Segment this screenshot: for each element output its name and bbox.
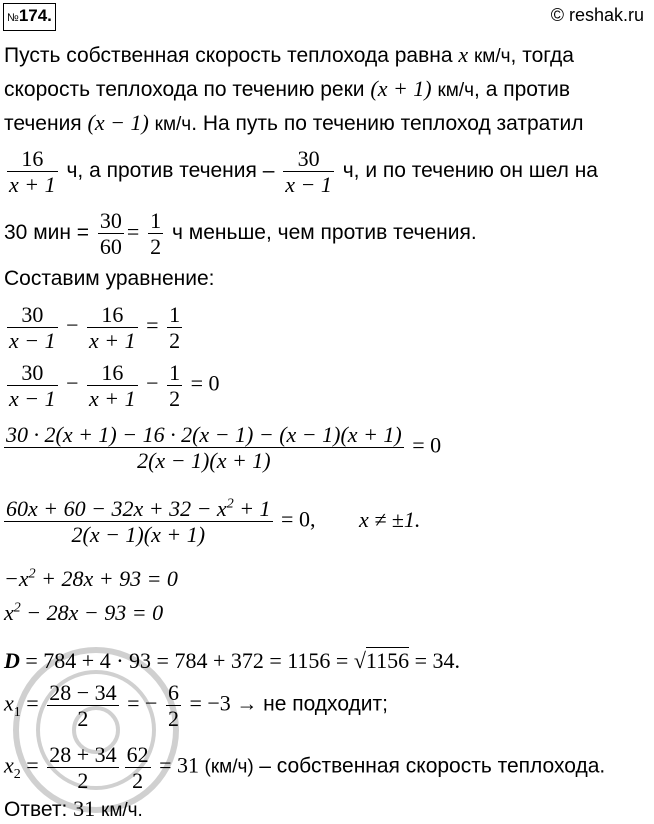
text-line-1: Пусть собственная скорость теплохода равна x км/ч, тогда (4, 42, 574, 67)
root-x2: $x_2$ = $\frac{28 + 34}{2}$ $\frac{62}{2}$ = 31 (км/ч) – собственная скорость теплохода. (4, 742, 606, 793)
watermark-seal-icon (6, 640, 186, 820)
quadratic-1: $-x^2 + 28x + 93 = 0$ (4, 566, 178, 591)
quadratic-2: $x^2 - 28x - 93 = 0$ (4, 600, 164, 625)
text-line-2: скорость теплохода по течению реки (x + 1) км/ч, а против (4, 76, 571, 101)
site-credit: © reshak.ru (550, 5, 644, 25)
equation-3: $\frac{30 \cdot 2(x + 1) - 16 \cdot 2(x - 1) - (x - 1)(x + 1)}{2(x - 1)(x + 1)}$ = 0 (6, 422, 442, 473)
equation-2: $\frac{30}{x - 1}$ − $\frac{16}{x + 1}$ − $\frac{1}{2}$ = 0 (9, 360, 220, 411)
equation-1: $\frac{30}{x - 1}$ − $\frac{16}{x + 1}$ = $\frac{1}{2}$ (9, 302, 181, 353)
discriminant: D = 784 + 4 · 93 = 784 + 372 = 1156 = √1156 = 34. (4, 648, 461, 673)
equation-4: $\frac{60x + 60 - 32x + 32 - x^2 + 1}{2(x - 1)(x + 1)}$ = 0, x ≠ ±1. (6, 496, 421, 547)
time-fractions-line: $\frac{16}{x + 1}$ ч, а против течения – $\frac{30}{x - 1}$ ч, и по течению он шел на (9, 146, 598, 197)
problem-number: №174. (3, 3, 56, 31)
root-x1: $x_1$ = $\frac{28 - 34}{2}$ = − $\frac{6}{2}$ = −3 → не подходит; (4, 680, 388, 731)
text-line-3: течения (x − 1) км/ч. На путь по течению теплоход затратил (4, 110, 584, 135)
half-hour-line: 30 мин = $\frac{30}{60}$ = $\frac{1}{2}$ ч меньше, чем против течения. (4, 208, 477, 259)
equation-intro: Составим уравнение: (4, 267, 215, 290)
answer: Ответ: 31 км/ч. (4, 796, 143, 821)
